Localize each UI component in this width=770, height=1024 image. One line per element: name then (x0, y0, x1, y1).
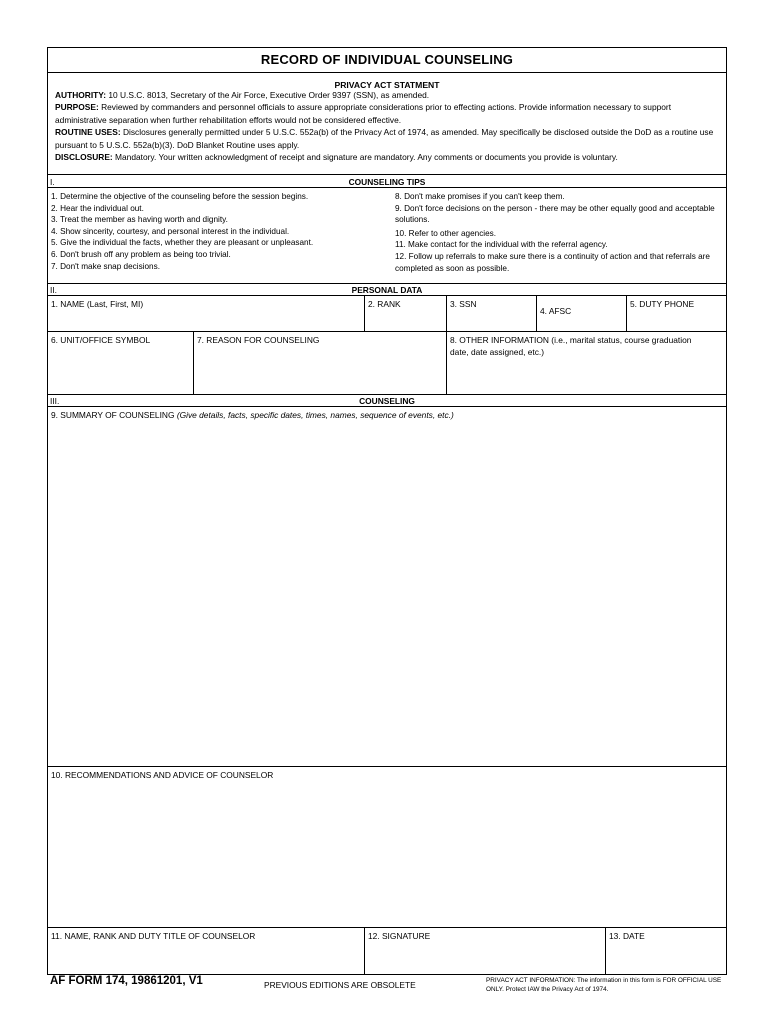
routine-uses-line: ROUTINE USES: Disclosures generally permitted under 5 U.S.C. 552a(b) of the Privacy Act of 1974, as amended. May specifically be disclosed outside the DoD as a routine use pursuant to 5 U.S.C. 552a(b)(3). DoD Blanket Routine uses apply. (55, 127, 714, 150)
tip-item: 4. Show sincerity, courtesy, and personal interest in the individual. (51, 226, 290, 236)
section-counseling-header: III. COUNSELING (48, 395, 726, 407)
tip-item: 7. Don't make snap decisions. (51, 261, 160, 271)
signature-field[interactable]: 12. SIGNATURE (364, 928, 605, 975)
other-info-field[interactable]: 8. OTHER INFORMATION (i.e., marital status, course graduation date, date assigned, etc.) (446, 332, 727, 395)
purpose-line: PURPOSE: Reviewed by commanders and personnel officials to assure appropriate considerations prior to effecting actions. Provide information necessary to support administrative separation when further rehabilitation efforts would not be considered effective. (55, 102, 672, 125)
tip-item: 11. Make contact for the individual with the referral agency. (395, 240, 608, 250)
tip-item: 1. Determine the objective of the counseling before the session begins. (51, 192, 309, 201)
tip-item: 6. Don't brush off any problem as being too trivial. (51, 249, 231, 259)
privacy-heading: PRIVACY ACT STATMENT (334, 80, 440, 90)
tip-item: 5. Give the individual the facts, whether they are pleasant or unpleasant. (51, 238, 314, 248)
form-identifier: AF FORM 174, 19861201, V1 (50, 975, 203, 987)
counseling-tips (48, 188, 726, 284)
section-personal-data-header: II. PERSONAL DATA (48, 284, 726, 296)
tip-item: 12. Follow up referrals to make sure there is a continuity of action and that referrals are completed as soon as possible. (395, 251, 710, 273)
obsolete-notice: PREVIOUS EDITIONS ARE OBSOLETE (264, 980, 416, 990)
disclosure-line: DISCLOSURE: Mandatory. Your written acknowledgment of receipt and signature are mandatory. Any comments or documents you provide is voluntary. (55, 152, 618, 163)
name-field[interactable]: 1. NAME (Last, First, MI) (48, 296, 364, 332)
tip-item: 2. Hear the individual out. (51, 203, 144, 213)
date-field[interactable]: 13. DATE (605, 928, 727, 975)
summary-of-counseling-field[interactable]: 9. SUMMARY OF COUNSELING (Give details, facts, specific dates, times, names, sequence of events, etc.) (48, 407, 727, 767)
reason-field[interactable]: 7. REASON FOR COUNSELING (193, 332, 446, 395)
unit-office-field[interactable]: 6. UNIT/OFFICE SYMBOL (48, 332, 193, 395)
tip-item: 9. Don't force decisions on the person - there may be other equally good and acceptable solutions. (395, 203, 715, 225)
tips-right-column (395, 191, 725, 274)
duty-phone-field[interactable]: 5. DUTY PHONE (626, 296, 727, 332)
recommendations-field[interactable]: 10. RECOMMENDATIONS AND ADVICE OF COUNSELOR (48, 767, 727, 928)
tip-item: 8. Don't make promises if you can't keep them. (395, 192, 565, 201)
tips-left-column (51, 191, 391, 272)
counseling-form (47, 47, 727, 975)
tip-item: 10. Refer to other agencies. (395, 228, 497, 238)
privacy-act-statement (48, 73, 726, 175)
counselor-name-field[interactable]: 11. NAME, RANK AND DUTY TITLE OF COUNSELOR (51, 931, 256, 941)
afsc-field[interactable]: 4. AFSC (536, 296, 626, 332)
privacy-act-note: PRIVACY ACT INFORMATION: The information in this form is FOR OFFICIAL USE ONLY. Protect IAW the Privacy Act of 1974. (486, 977, 722, 993)
ssn-field[interactable]: 3. SSN (446, 296, 536, 332)
form-title: RECORD OF INDIVIDUAL COUNSELING (48, 48, 726, 73)
authority-line: AUTHORITY: 10 U.S.C. 8013, Secretary of the Air Force, Executive Order 9397 (SSN), as amended. (55, 90, 430, 100)
section-counseling-tips-header: I. COUNSELING TIPS (48, 176, 726, 188)
rank-field[interactable]: 2. RANK (364, 296, 446, 332)
tip-item: 3. Treat the member as having worth and dignity. (51, 215, 228, 225)
